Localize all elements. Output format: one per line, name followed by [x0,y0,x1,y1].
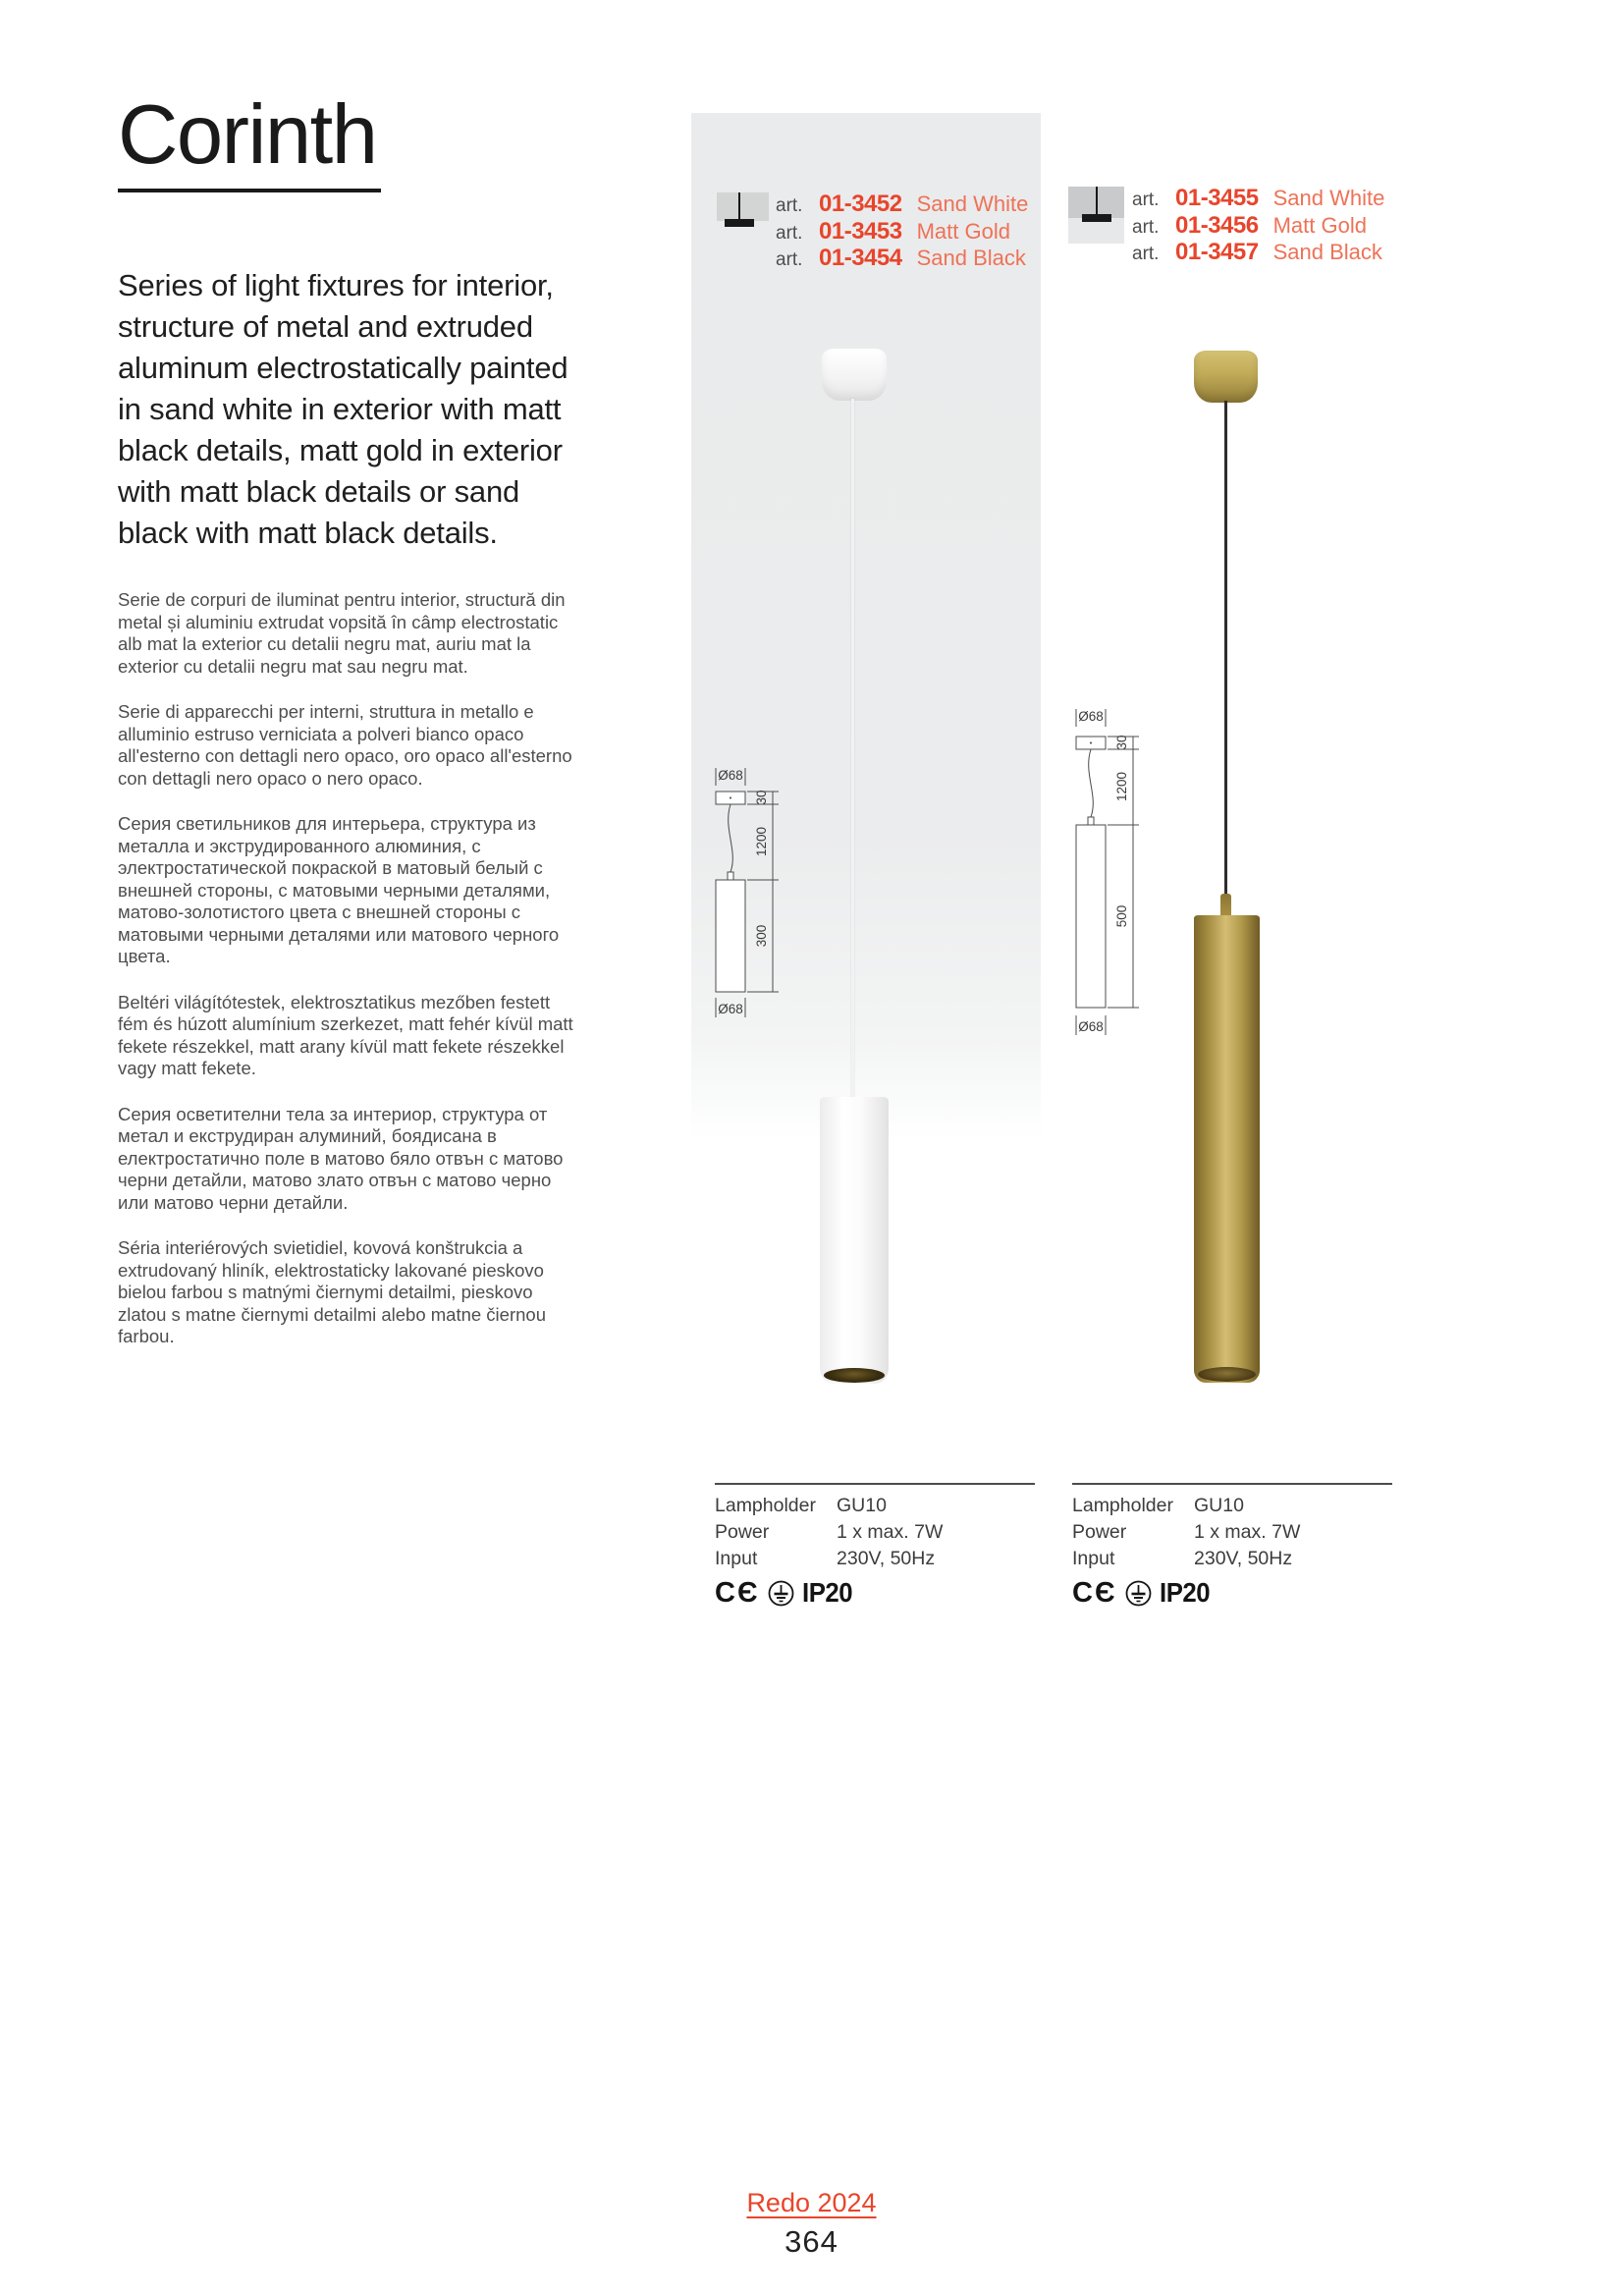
desc-paragraph-it: Serie di apparecchi per interni, struttura in metallo e alluminio estruso verniciata a polveri bianco opaco all'esterno con dettagli nero opaco, oro opaco all'esterno con dettagli nero opaco o nero opaco. [118,701,572,789]
left-dimension-drawing [692,748,849,1053]
desc-paragraph-sk: Séria interiérových svietidiel, kovová konštrukcia a extrudovaný hliník, elektrostaticky lakované pieskovo bielou farbou s matnými čiernymi detailmi, pieskovo zlatou s matne čiernymi detailmi alebo matne čiernou farbou. [118,1237,546,1346]
spec-row [1072,1546,1392,1572]
page-number: 364 [784,2224,839,2259]
dim-bottom-diameter-label: Ø68 [1078,1019,1104,1034]
article-row [776,218,1028,246]
article-prefix: art. [776,249,803,270]
article-prefix: art. [1132,244,1160,264]
article-prefix: art. [1132,216,1160,238]
dim-body-length-label: 500 [1114,904,1129,928]
spec-value: GU10 [837,1495,887,1516]
dim-suspension-label: 1200 [754,826,769,857]
spec-row [1072,1519,1392,1546]
spec-value: 1 x max. 7W [1194,1521,1301,1543]
article-prefix: art. [1132,190,1160,210]
page-title: Corinth [118,93,381,192]
ip-rating: IP20 [801,1577,852,1608]
brand-link[interactable]: Redo 2024 [746,2188,877,2217]
pendant-ceiling-icon [717,192,769,230]
spec-value: GU10 [1194,1495,1244,1516]
spec-label: Lampholder [715,1495,816,1516]
white-pendant-mouth [824,1368,885,1383]
right-dimension-drawing [1053,676,1210,1049]
pendant-ceiling-icon [1068,187,1124,244]
class-1-earth-icon [768,1580,794,1607]
spec-label: Input [715,1548,758,1569]
desc-paragraph-ru: Серия светильников для интерьера, структура из металла и экструдированного алюминия, с электростатической покраской в матовый белый с внешней стороны, с матовыми черными деталями, матово-золотистого цвета с внешней стороны с матовыми черными деталями или матового черного цвета. [118,813,560,966]
article-row [1132,212,1384,240]
gold-pendant-canopy [1194,351,1258,403]
intro-paragraph-en: Series of light fixtures for interior, structure of metal and extruded aluminum electrostatically painted in sand white in exterior with matt black details, matt gold in exterior with matt black details or sand black with matt black details. [118,268,568,550]
right-article-list [1132,185,1384,266]
white-pendant-canopy [822,349,887,401]
dim-body-length-label: 300 [754,924,769,948]
article-code: 01-3455 [1175,185,1259,211]
text-column [118,88,577,1372]
article-row [776,245,1028,272]
white-pendant-tube [820,1097,889,1384]
ip-rating: IP20 [1159,1577,1210,1608]
desc-paragraph-bg: Серия осветителни тела за интериор, структура от метал и екструдиран алуминий, боядисана в електростатично поле в матово бяло отвън с матово черни детайли, матово злато отвън с матово черно или матово черни детайли. [118,1103,564,1213]
spec-row [1072,1493,1392,1519]
gold-pendant-mouth [1198,1367,1256,1382]
spec-label: Power [1072,1521,1127,1543]
left-spec-table [715,1483,1035,1610]
certification-marks [1072,1576,1392,1610]
page-footer [0,2188,1623,2260]
desc-paragraph-hu: Beltéri világítótestek, elektrosztatikus mezőben festett fém és húzott alumínium szerkezet, matt fehér kívül matt fekete részekkel, matt arany kívül matt fekete részekkel vagy matt fekete. [118,991,573,1078]
article-prefix: art. [776,222,803,244]
article-finish: Sand Black [1272,240,1382,264]
dim-suspension-label: 1200 [1114,771,1129,802]
dim-canopy-height-label: 30 [1114,735,1129,750]
spec-row [715,1493,1035,1519]
spec-value: 230V, 50Hz [1194,1548,1293,1569]
translated-descriptions [118,589,577,1348]
article-finish: Matt Gold [916,218,1010,244]
spec-label: Lampholder [1072,1495,1173,1516]
article-code: 01-3457 [1175,239,1259,265]
class-1-earth-icon [1125,1580,1152,1607]
right-spec-table [1072,1483,1392,1610]
desc-paragraph-ro: Serie de corpuri de iluminat pentru interior, structură din metal și aluminiu extrudat vopsită în câmp electrostatic alb mat la exterior cu detalii negru mat, auriu mat la exterior cu detalii negru mat sau negru mat. [118,589,566,677]
article-prefix: art. [776,195,803,216]
ce-mark: CЄ [1072,1576,1117,1609]
article-finish: Sand Black [916,246,1026,270]
article-finish: Sand White [916,191,1029,216]
gold-pendant-cable [1224,401,1227,900]
article-finish: Matt Gold [1272,212,1367,238]
spec-value: 230V, 50Hz [837,1548,936,1569]
article-code: 01-3453 [819,217,902,245]
spec-label: Input [1072,1548,1115,1569]
spec-value: 1 x max. 7W [837,1521,944,1543]
ce-mark: CЄ [715,1576,760,1609]
dim-top-diameter-label: Ø68 [718,768,743,783]
certification-marks [715,1576,1035,1610]
article-row [1132,185,1384,212]
spec-row [715,1546,1035,1572]
article-code: 01-3454 [819,245,902,271]
spec-row [715,1519,1035,1546]
white-pendant-cable [851,399,854,1099]
article-code: 01-3452 [819,191,902,217]
dim-top-diameter-label: Ø68 [1078,709,1104,724]
article-finish: Sand White [1272,186,1385,210]
spec-label: Power [715,1521,770,1543]
article-row [1132,239,1384,266]
article-row [776,191,1028,218]
dim-canopy-height-label: 30 [754,790,769,805]
dim-bottom-diameter-label: Ø68 [718,1002,743,1016]
left-article-list [776,191,1028,272]
article-code: 01-3456 [1175,211,1259,239]
